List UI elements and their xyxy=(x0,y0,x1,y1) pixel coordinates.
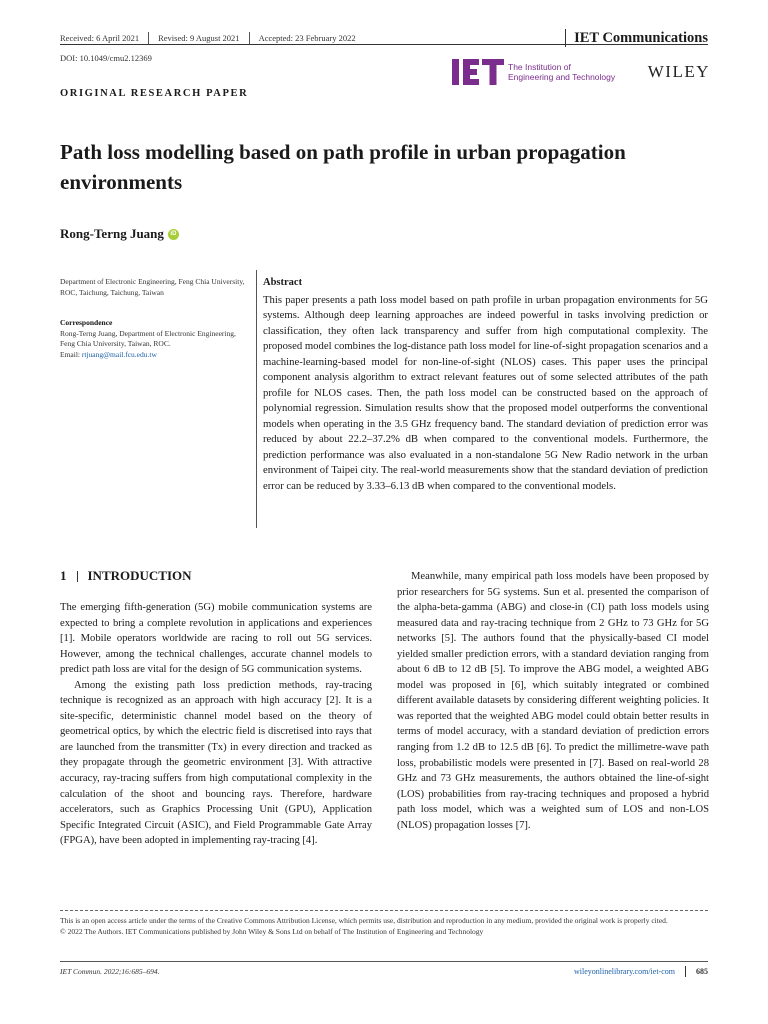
abstract xyxy=(263,275,708,494)
correspondence xyxy=(60,318,250,360)
abstract-divider xyxy=(256,270,257,528)
correspondence-text: Rong-Terng Juang, Department of Electronic Engineering, Feng Chia University, Taiwan, ROC. xyxy=(60,328,236,348)
body-column-right xyxy=(397,569,709,833)
author xyxy=(60,226,179,242)
copyright-note: © 2022 The Authors. IET Communications published by John Wiley & Sons Ltd on behalf of The Institution of Engineering and Technology xyxy=(60,927,484,936)
abstract-text: This paper presents a path loss model based on path profile in urban propagation environments for 5G systems. Although deep learning approaches are indeed powerful in tasks involving prediction or classification, they often lack transparency and suffer from high computational complexity. The proposed model combines the log-distance path loss model for line-of-sight propagation scenarios and a machine-learning-based model for non-line-of-sight (NLOS) cases. This paper uses the principal component analysis algorithm to extract relevant features out of some selected attributes of the path profile for NLOS cases. Then, the path loss model can be constructed based on the approach of polynomial regression. Simulation results show that the proposed model outperforms the conventional models when operating in the 3.5 GHz frequency band. The standard deviation of prediction error was reduced by about 22.2–37.2% dB when compared to the conventional models. Furthermore, the prediction performance was also evaluated in a non-standalone 5G New Radio network in the urban environment of Taipei city. The real-world measurements show that the standard deviation of prediction error can be reduced by 3.33–6.13 dB when compared to the conventional models. xyxy=(263,293,708,492)
page-footer-right xyxy=(574,966,708,977)
section-heading xyxy=(60,568,192,584)
received-date: Received: 6 April 2021 xyxy=(60,33,140,43)
header-rule xyxy=(60,44,708,45)
footnote xyxy=(60,915,708,937)
section-divider xyxy=(77,571,78,582)
footnote-rule xyxy=(60,910,708,911)
publisher-logos xyxy=(452,58,710,86)
paper-type: ORIGINAL RESEARCH PAPER xyxy=(60,88,249,99)
body-column-left xyxy=(60,600,372,849)
paragraph: Among the existing path loss prediction methods, ray-tracing technique is recognized as an approach with high accuracy [2]. It is a site-specific, deterministic channel model based on the theory of geometrical optics, by which the electric field is discretised into rays that are launched from the transmitter (Tx) in every direction and tracked as they propagate through the geometric environment [3]. With attractive accuracy, ray-tracing suffers from high computational complexity in the calculation of the shoot and bouncing rays. Therefore, hardware accelerators, such as Graphics Processing Unit (GPU), Application Specific Integrated Circuit (ASIC), and Field Programmable Gate Array (FPGA), have been adopted in implementing ray-tracing [4]. xyxy=(60,679,372,847)
citation: IET Commun. 2022;16:685–694. xyxy=(60,967,160,976)
email-label: Email: xyxy=(60,349,82,359)
abstract-heading: Abstract xyxy=(263,277,303,288)
section-title: INTRODUCTION xyxy=(87,568,192,583)
iet-logo-icon xyxy=(452,59,504,85)
affiliation: Department of Electronic Engineering, Feng Chia University, ROC, Taichung, Taichung, Taiwan xyxy=(60,277,245,297)
journal-url-link[interactable]: wileyonlinelibrary.com/iet-com xyxy=(573,967,675,976)
footer-rule xyxy=(60,961,708,962)
accepted-date: Accepted: 23 February 2022 xyxy=(249,32,365,45)
iet-name: The Institution of Engineering and Technology xyxy=(508,62,616,82)
email-link[interactable]: rtjuang@mail.fcu.edu.tw xyxy=(81,349,157,359)
section-number: 1 xyxy=(60,568,67,583)
correspondence-heading: Correspondence xyxy=(60,318,113,327)
page-number: 685 xyxy=(696,967,708,976)
journal-name[interactable]: IET Communications xyxy=(565,29,708,47)
paragraph: Meanwhile, many empirical path loss models have been proposed by prior researchers for 5G systems. Sun et al. presented the comparison of the alpha-beta-gamma (ABG) and close-in (CI) path loss models using measured data and ray-tracing technique from 2 GHz to 73 GHz for 5G networks [5]. The authors found that the physically-based CI model yielded smaller prediction errors, with a standard deviation ranging from about 6 dB to 12 dB [5]. To improve the ABG model, a weighted ABG model was proposed in [6], which suitably integrated or combined different available datasets by considering different weighting policies. It was reported that the weighted ABG model could obtain better results in terms of model accuracy, with a standard deviation of prediction errors ranging from 1.2 dB to 12.5 dB [6]. To predict the millimetre-wave path loss, probabilistic models were presented in [7]. Based on real-world 28 GHz and 73 GHz measurements, the authors obtained the line-of-sight (LOS) probabilities from ray-tracing techniques and proposed a hybrid path loss model, which was a weighted sum of LOS and non-LOS (NLOS) propagation losses [7]. xyxy=(397,571,709,831)
paragraph: The emerging fifth-generation (5G) mobile communication systems are expected to bring a complete revolution in applications and experiences [1]. Mobile operators worldwide are racing to roll out 5G services. However, among the technical challenges, accurate channel models to predict path loss are vital for the design of 5G communication systems. xyxy=(60,602,372,676)
orcid-icon[interactable]: iD xyxy=(168,229,179,240)
wiley-logo: WILEY xyxy=(647,62,710,81)
author-name[interactable]: Rong-Terng Juang xyxy=(60,226,164,241)
revised-date: Revised: 9 August 2021 xyxy=(148,32,248,45)
paper-title: Path loss modelling based on path profile in urban propagation environments xyxy=(60,140,626,194)
footer-divider xyxy=(685,966,686,977)
license-note: This is an open access article under the terms of the Creative Commons Attribution License, which permits use, distribution and reproduction in any medium, provided the original work is properly cited. xyxy=(60,916,668,925)
doi[interactable]: DOI: 10.1049/cmu2.12369 xyxy=(60,53,152,63)
